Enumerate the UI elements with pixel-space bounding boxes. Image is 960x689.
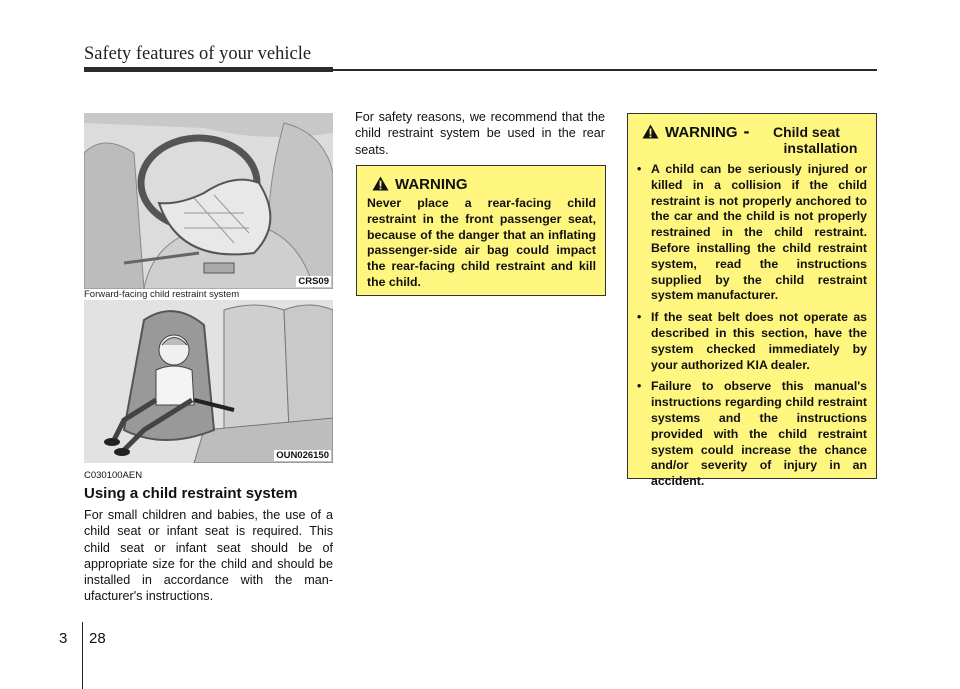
warning-list [637, 162, 867, 490]
section-code: C030100AEN [84, 470, 143, 481]
warning-list-item: • If the seat belt does not operate as described in this section, have the system checked immediately by your authorized KIA dealer. [637, 310, 867, 372]
figure-forward-caption: Forward-facing child restraint system [84, 289, 240, 300]
chapter-number: 3 [59, 630, 68, 647]
warning-box-rear-facing [356, 165, 606, 296]
warning-triangle-icon [642, 124, 659, 139]
figure-forward-facing-seat [84, 300, 333, 463]
section-heading: Using a child restraint system [84, 485, 298, 502]
middle-body-text: For safety reasons, we recommend that the child restraint system be used in the rear seats. [355, 110, 605, 157]
page-number: 28 [89, 630, 106, 647]
warning-title-dash: - [743, 121, 750, 141]
warning-box-child-seat-installation [627, 113, 877, 489]
page-number-rule [82, 622, 83, 689]
header-rule-thick [84, 67, 333, 72]
figure-rear-facing-seat [84, 113, 333, 289]
warning-title: WARNING [665, 124, 738, 141]
forward-facing-seat-illustration [84, 300, 333, 463]
section-body: For small children and babies, the use of a child seat or infant seat is required. This child seat or infant seat should be of appropriate size for the child and should be installed in accordance with the man- ufacturer's instructions. [84, 508, 333, 604]
rear-facing-seat-illustration [84, 113, 333, 289]
figure-forward-code: OUN026150 [276, 450, 329, 461]
warning-list-item: • A child can be seriously injured or killed in a collision if the child restraint is not properly anchored to the car and the child is not properly restrained in the child restraint. Before installing the child restraint system, read the instructions supplied by the child restraint system manufacturer. [637, 162, 867, 303]
warning-subtitle-line1: Child seat [773, 124, 840, 140]
warning-list-item: • Failure to observe this manual's instructions regarding child restraint systems and the instructions provided with the child restraint system could increase the chance and/or severity of injury in an accident. [637, 379, 867, 489]
warning-title: WARNING [395, 176, 468, 193]
warning-text: Never place a rear-facing child restraint in the front passenger seat, because of the danger that an inflating passenger-side air bag could impact the rear-facing child restraint and kill the child. [367, 196, 596, 289]
page-header-title: Safety features of your vehicle [84, 44, 312, 64]
figure-rear-code: CRS09 [298, 276, 329, 287]
warning-triangle-icon [372, 176, 389, 191]
header-rule-thin [333, 69, 877, 71]
warning-subtitle-line2: installation [783, 140, 858, 156]
